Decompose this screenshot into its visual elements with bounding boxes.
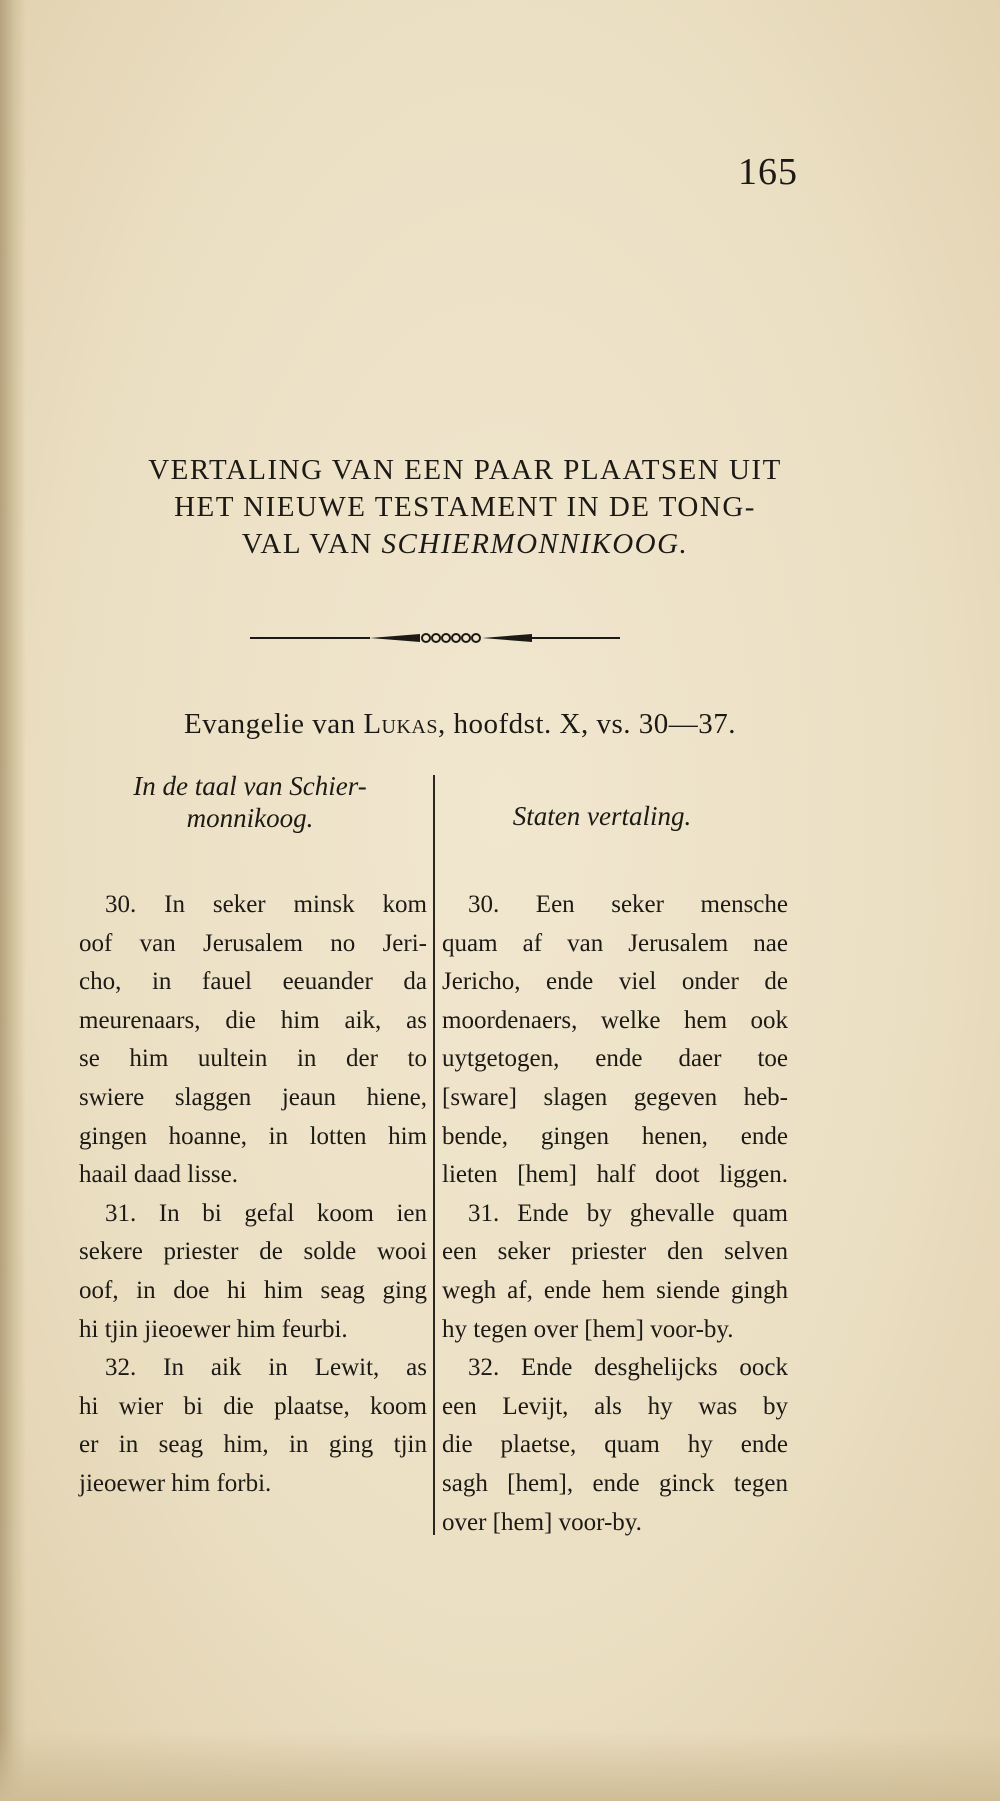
column-divider	[433, 775, 435, 1535]
text-line: 32. Ende desghelijcks oock	[468, 1354, 788, 1382]
text-line: [sware] slagen gegeven heb-	[442, 1083, 788, 1111]
left-column-text	[79, 886, 427, 1504]
right-column-header: Staten vertaling.	[512, 801, 692, 831]
text-line: moordenaers, welke hem ook	[442, 1006, 788, 1034]
text-line: sekere priester de solde wooi	[79, 1238, 427, 1266]
heading-place-name: SCHIERMONNIKOOG.	[381, 528, 689, 560]
text-line: wegh af, ende hem siende gingh	[442, 1276, 788, 1304]
text-line: gingen hoanne, in lotten him	[79, 1122, 427, 1150]
text-line: over [hem] voor-by.	[442, 1508, 642, 1536]
text-line: 30. In seker minsk kom	[105, 891, 427, 918]
text-line: haail daad lisse.	[79, 1161, 238, 1189]
text-line: die plaetse, quam hy ende	[442, 1431, 788, 1459]
heading-line-2: HET NIEUWE TESTAMENT IN DE TONG-	[174, 491, 756, 523]
text-line: se him uultein in der to	[79, 1045, 427, 1073]
text-line: er in seag him, in ging tjin	[79, 1431, 427, 1459]
text-line: uytgetogen, ende daer toe	[442, 1045, 788, 1073]
text-line: oof, in doe hi him seag ging	[79, 1276, 427, 1304]
text-line: hy tegen over [hem] voor-by.	[442, 1315, 734, 1343]
text-line: 32. In aik in Lewit, as	[105, 1354, 427, 1382]
right-column-text	[442, 886, 788, 1542]
chapter-reference	[120, 708, 800, 741]
page-number: 165	[738, 151, 798, 193]
chapter-reference-suffix: , hoofdst. X, vs. 30—37.	[438, 708, 736, 740]
page-bottom-shadow	[0, 1731, 1000, 1801]
text-line: hi wier bi die plaatse, koom	[79, 1392, 427, 1420]
left-column-header-line-2: monnikoog.	[186, 803, 314, 833]
left-column-header	[90, 770, 410, 834]
heading-line-1: VERTALING VAN EEN PAAR PLAATSEN UIT	[148, 454, 782, 486]
text-line: 30. Een seker mensche	[468, 891, 788, 918]
ornamental-rule	[250, 628, 620, 646]
text-line: sagh [hem], ende ginck tegen	[442, 1469, 788, 1497]
text-line: hi tjin jieoewer him feurbi.	[79, 1315, 348, 1343]
text-line: een seker priester den selven	[442, 1238, 788, 1266]
text-line: jieoewer him forbi.	[79, 1469, 272, 1497]
text-line: 31. In bi gefal koom ien	[105, 1199, 427, 1227]
heading-line-3-prefix: VAL VAN	[241, 528, 382, 560]
text-line: lieten [hem] half doot liggen.	[442, 1161, 788, 1189]
text-line: Jericho, ende viel onder de	[442, 968, 788, 996]
text-line: swiere slaggen jeaun hiene,	[79, 1083, 427, 1111]
text-line: oof van Jerusalem no Jeri-	[79, 929, 427, 957]
text-line: cho, in fauel eeuander da	[79, 968, 427, 996]
text-line: 31. Ende by ghevalle quam	[468, 1199, 788, 1227]
evangelist-name: Lukas	[363, 708, 438, 740]
text-line: bende, gingen henen, ende	[442, 1122, 788, 1150]
page-edge-shadow	[0, 0, 26, 1801]
chapter-reference-prefix: Evangelie van	[184, 708, 364, 740]
text-line: meurenaars, die him aik, as	[79, 1006, 427, 1034]
page-heading	[80, 452, 850, 563]
text-line: een Levijt, als hy was by	[442, 1392, 788, 1420]
text-line: quam af van Jerusalem nae	[442, 929, 788, 957]
heading-line-3	[80, 526, 850, 563]
left-column-header-line-1: In de taal van Schier-	[133, 771, 367, 801]
